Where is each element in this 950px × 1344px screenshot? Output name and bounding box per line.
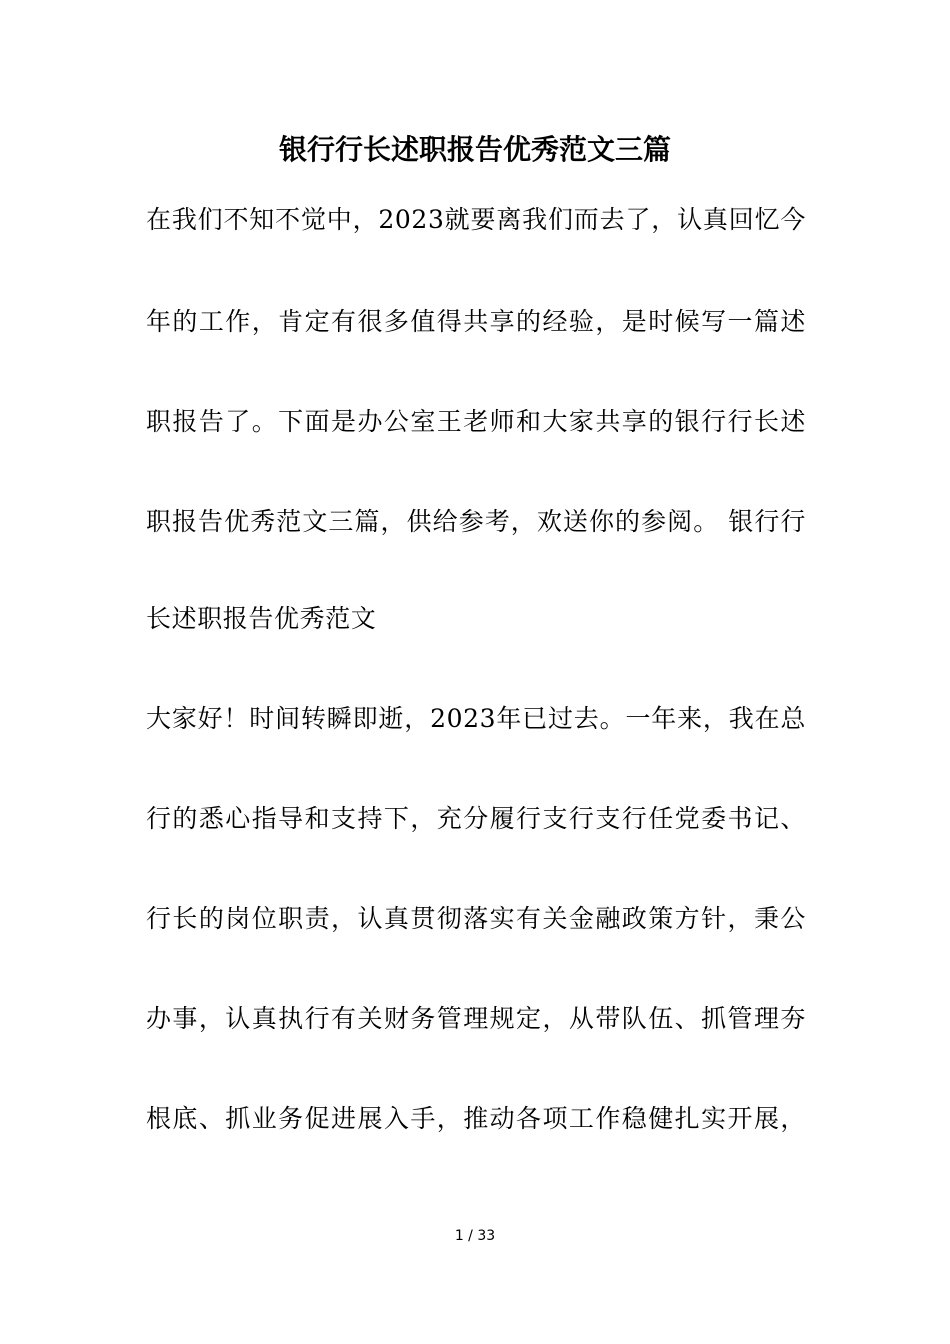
body-line-7: 行的悉心指导和支持下，充分履行支行支行任党委书记、: [146, 804, 806, 833]
body-line-3: 职报告了。下面是办公室王老师和大家共享的银行行长述: [146, 407, 806, 436]
body-line-4: 职报告优秀范文三篇，供给参考，欢送你的参阅。 银行行: [146, 507, 806, 536]
body-line-5: 长述职报告优秀范文: [146, 604, 377, 633]
page-number: 1 / 33: [454, 1228, 496, 1244]
body-line-9: 办事，认真执行有关财务管理规定，从带队伍、抓管理夯: [146, 1004, 806, 1033]
body-line-2: 年的工作，肯定有很多值得共享的经验，是时候写一篇述: [146, 307, 806, 336]
body-line-8: 行长的岗位职责，认真贯彻落实有关金融政策方针，秉公: [146, 904, 806, 933]
body-line-10: 根底、抓业务促进展入手，推动各项工作稳健扎实开展，: [146, 1104, 806, 1133]
document-title: 银行行长述职报告优秀范文三篇: [278, 133, 671, 166]
body-line-6: 大家好！时间转瞬即逝，2023年已过去。一年来，我在总: [146, 704, 806, 733]
body-line-1: 在我们不知不觉中，2023就要离我们而去了，认真回忆今: [146, 205, 806, 234]
